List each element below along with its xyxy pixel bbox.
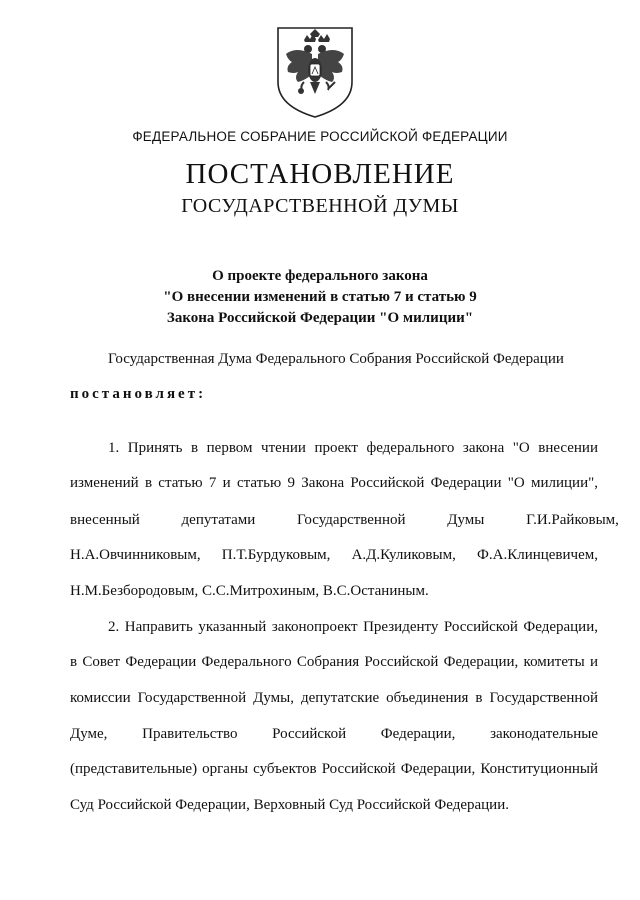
- item-2-line: в Совет Федерации Федерального Собрания Российской Федерации, комитеты и: [70, 654, 598, 670]
- organization-name: ФЕДЕРАЛЬНОЕ СОБРАНИЕ РОССИЙСКОЙ ФЕДЕРАЦИИ: [132, 129, 508, 144]
- subject-line: Закона Российской Федерации "О милиции": [166, 310, 474, 326]
- item-2-line: (представительные) органы субъектов Российской Федерации, Конституционный: [70, 761, 598, 777]
- item-2-line: Суд Российской Федерации, Верховный Суд Российской Федерации.: [70, 797, 509, 813]
- subject-line: "О внесении изменений в статью 7 и статью 9: [163, 289, 477, 305]
- russian-coat-of-arms-icon: [274, 24, 356, 120]
- item-1-line: Н.М.Безбородовым, С.С.Митрохиным, В.С.Останиным.: [70, 583, 429, 599]
- item-2-line: Думе, Правительство Российской Федерации, законодательные: [70, 726, 598, 742]
- item-1-line: внесенный депутатами Государственной Думы Г.И.Райковым,: [70, 512, 619, 528]
- resolves-word: постановляет:: [70, 386, 207, 402]
- item-2-line: 2. Направить указанный законопроект Президенту Российской Федерации,: [108, 619, 598, 635]
- document-type: ПОСТАНОВЛЕНИЕ: [185, 158, 455, 190]
- document-issuer: ГОСУДАРСТВЕННОЙ ДУМЫ: [181, 195, 459, 217]
- item-2-line: комиссии Государственной Думы, депутатские объединения в Государственной: [70, 690, 598, 706]
- item-1-line: изменений в статью 7 и статью 9 Закона Российской Федерации "О милиции",: [70, 475, 598, 491]
- item-1-line: 1. Принять в первом чтении проект федерального закона "О внесении: [108, 440, 598, 456]
- item-1-line: Н.А.Овчинниковым, П.Т.Бурдуковым, А.Д.Куликовым, Ф.А.Клинцевичем,: [70, 547, 598, 563]
- document-subject: [60, 266, 580, 329]
- subject-line: О проекте федерального закона: [212, 268, 428, 284]
- preamble: Государственная Дума Федерального Собрания Российской Федерации: [108, 351, 564, 367]
